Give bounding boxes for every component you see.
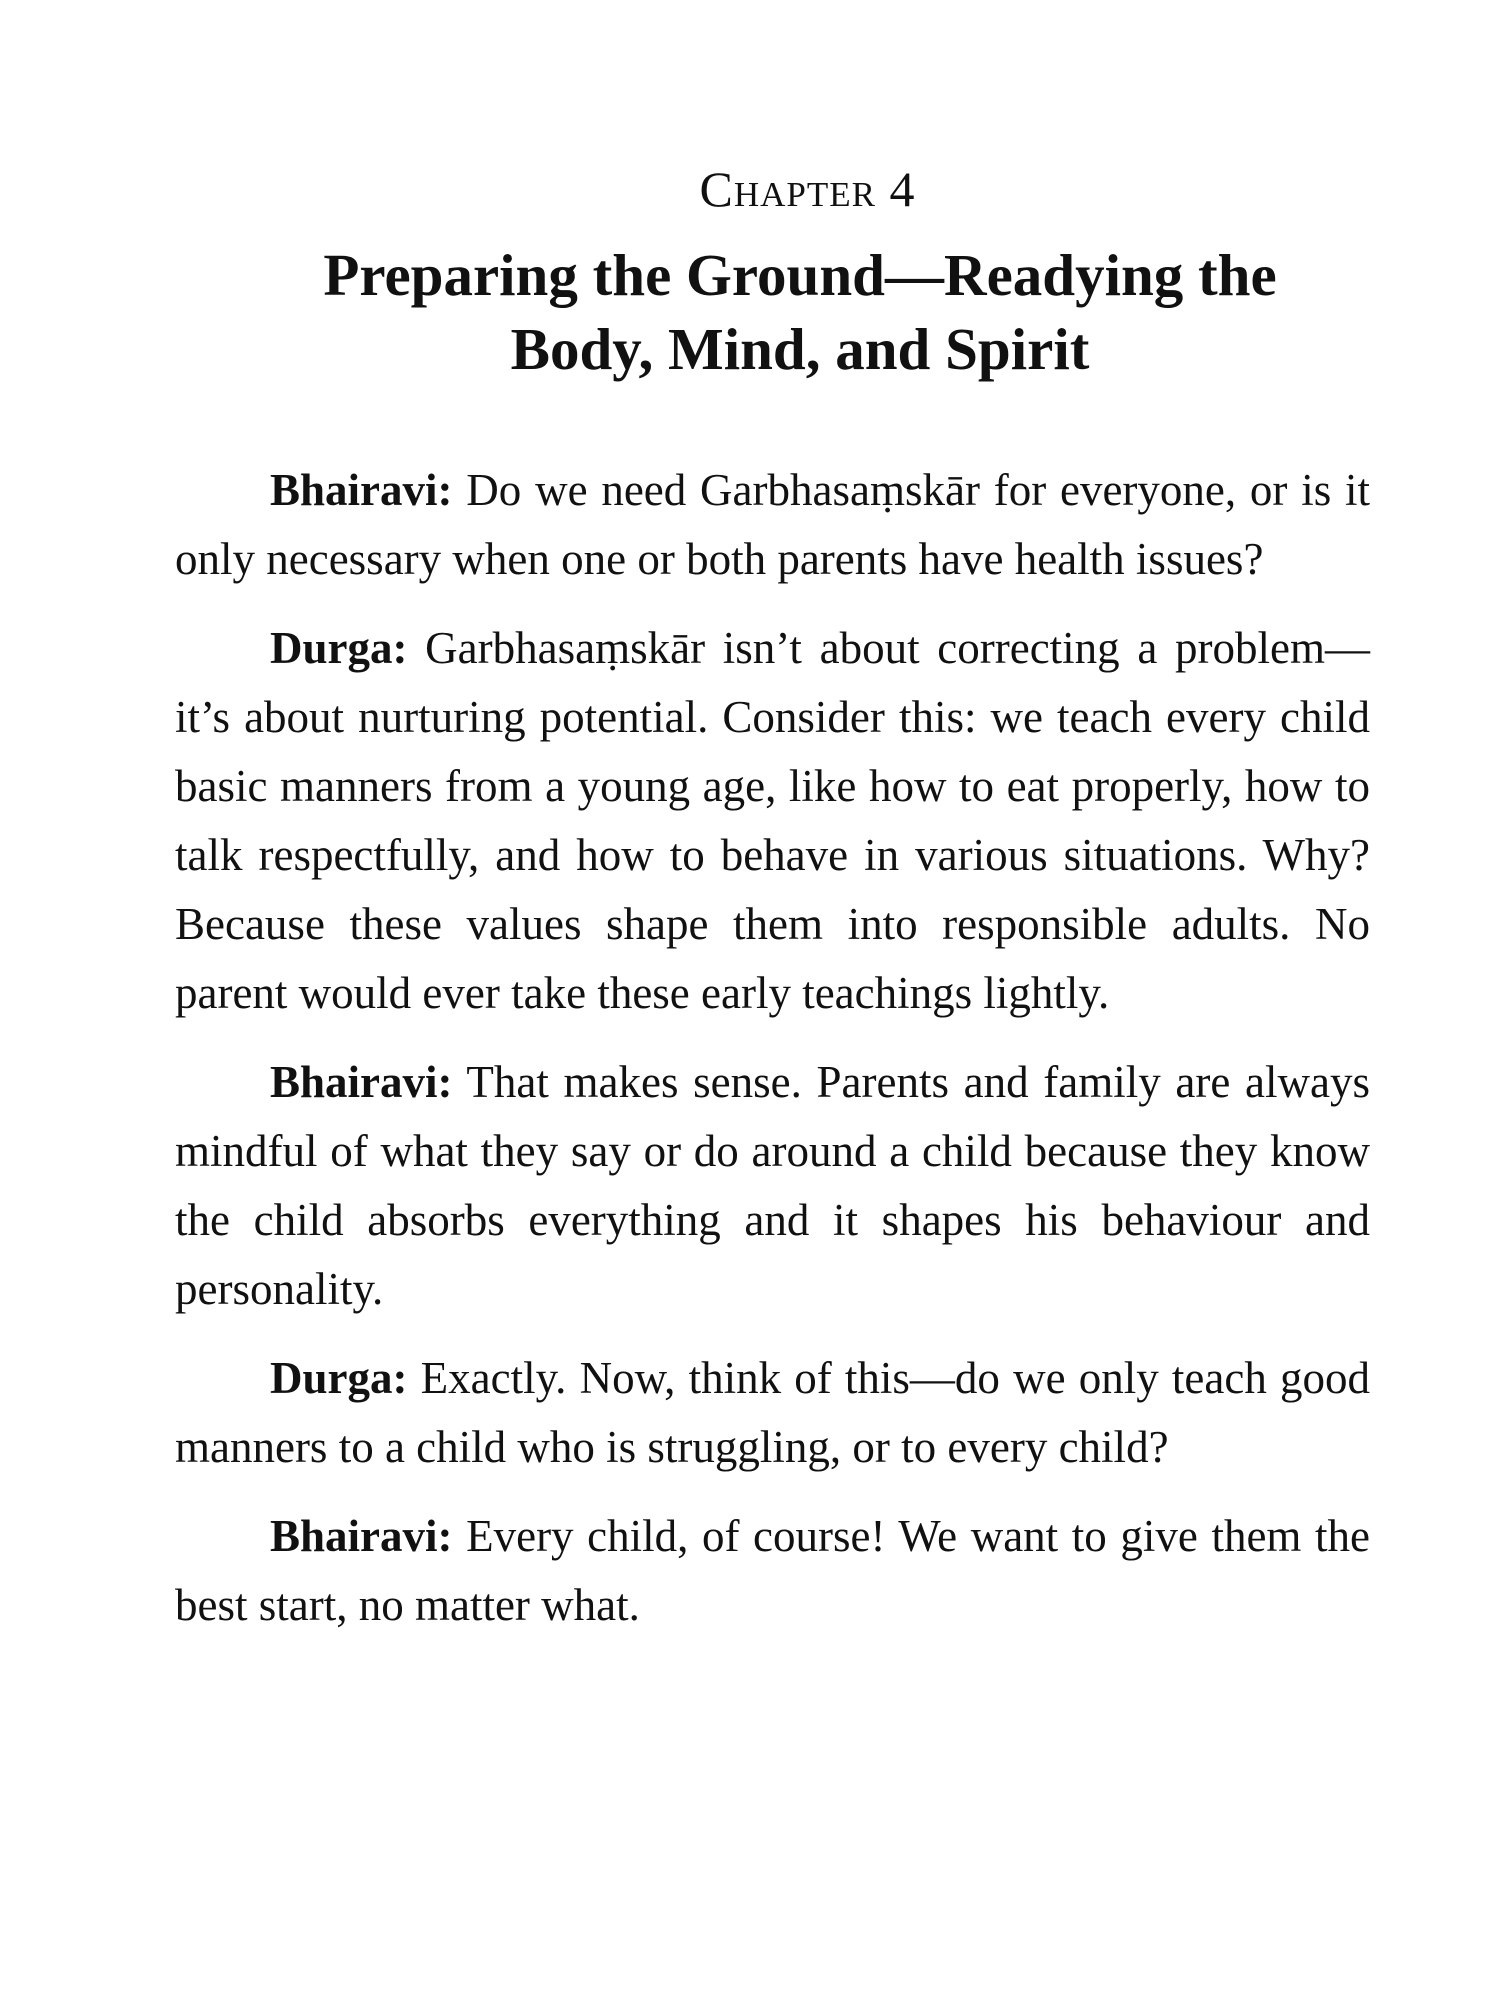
dialogue-text: Do we need Garbhasaṃskār for everyone, or is it only necessary when one or both parents have health issues? — [175, 465, 1370, 584]
chapter-title — [175, 238, 1370, 386]
chapter-label: Chapter 4 — [699, 161, 916, 217]
dialogue-paragraph — [175, 1502, 1370, 1640]
speaker-name: Bhairavi: — [270, 1511, 453, 1561]
speaker-name: Durga: — [270, 1353, 408, 1403]
chapter-title-line-1: Preparing the Ground—Readying the — [323, 242, 1277, 308]
dialogue-paragraph — [175, 614, 1370, 1028]
dialogue-paragraph — [175, 1344, 1370, 1482]
dialogue-text: Garbhasaṃskār isn’t about correcting a problem—it’s about nurturing potential. Consider this: we teach every child basic manners from a young age, like how to eat properly, how to talk respectfully, and how to behave in various situations. Why? Because these values shape them into responsible adults. No parent would ever take these early teachings lightly. — [175, 623, 1370, 1018]
dialogue-text: Exactly. Now, think of this—do we only teach good manners to a child who is struggling, or to every child? — [175, 1353, 1370, 1472]
dialogue-text: That makes sense. Parents and family are always mindful of what they say or do around a child because they know the child absorbs everything and it shapes his behaviour and personality. — [175, 1057, 1370, 1314]
dialogue-paragraph — [175, 1048, 1370, 1324]
speaker-name: Bhairavi: — [270, 1057, 453, 1107]
speaker-name: Durga: — [270, 623, 408, 673]
book-page — [175, 160, 1370, 1660]
chapter-title-line-2: Body, Mind, and Spirit — [510, 316, 1090, 382]
dialogue-text: Every child, of course! We want to give them the best start, no matter what. — [175, 1511, 1370, 1630]
speaker-name: Bhairavi: — [270, 465, 453, 515]
dialogue-paragraph — [175, 456, 1370, 594]
